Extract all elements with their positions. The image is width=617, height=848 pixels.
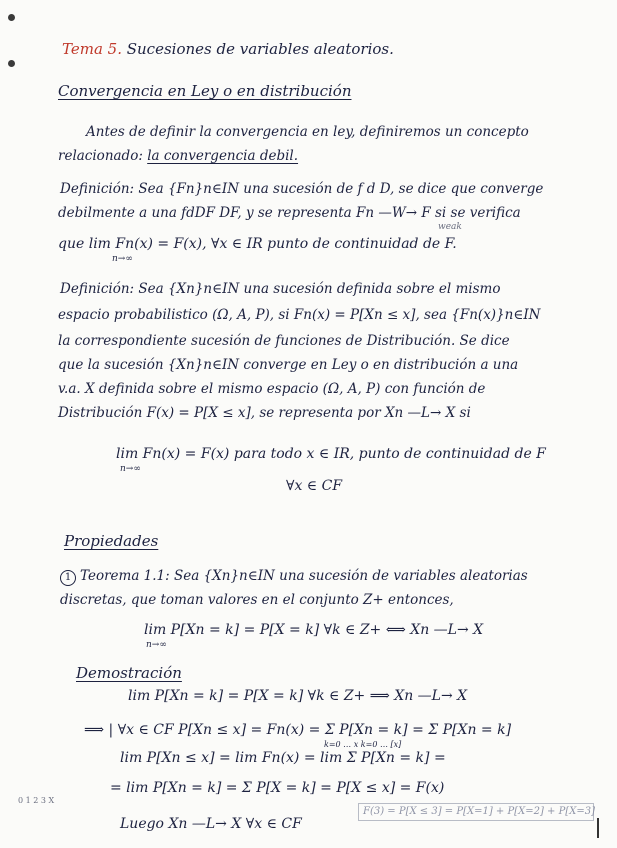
theorem-equation-sub: n→∞ [146, 640, 167, 650]
properties-heading: Propiedades [64, 532, 159, 550]
theorem-equation: lim P[Xn = k] = P[X = k] ∀k ∈ Z+ ⟺ Xn —L→ X [144, 622, 484, 638]
intro-prefix: relacionado: [58, 148, 143, 164]
def1-line-1: Definición: Sea {Fn}n∈IN una sucesión de f d D, se dice que converge [60, 181, 544, 197]
def2-line-6: Distribución F(x) = P[X ≤ x], se representa por Xn —L→ X si [58, 405, 471, 421]
proof-line-5: Luego Xn —L→ X ∀x ∈ CF [120, 816, 302, 832]
intro-line-1: Antes de definir la convergencia en ley, definiremos un concepto [86, 124, 529, 140]
def2-line-8: ∀x ∈ CF [286, 478, 343, 494]
theorem-number: 1 [60, 570, 76, 586]
proof-line-3: lim P[Xn ≤ x] = lim Fn(x) = lim Σ P[Xn = k] = [120, 750, 446, 766]
def1-line-2: debilmente a una fdDF DF, y se representa Fn —W→ F si se verifica [58, 205, 521, 221]
proof-line-4: = lim P[Xn = k] = Σ P[X = k] = P[X ≤ x] = F(x) [110, 780, 445, 796]
intro-line-2 [58, 148, 617, 164]
def2-line-7-sub: n→∞ [120, 464, 141, 474]
def2-line-5: v.a. X definida sobre el mismo espacio (Ω, A, P) con función de [58, 381, 486, 397]
section-heading: Convergencia en Ley o en distribución [58, 82, 352, 100]
page-corner-mark [597, 818, 613, 838]
page-title [62, 40, 617, 58]
pencil-axis-sketch: 0 1 2 3 X [18, 796, 55, 805]
def2-line-1: Definición: Sea {Xn}n∈IN una sucesión definida sobre el mismo [60, 281, 501, 297]
proof-line-2-limits: k=0 … x k=0 … [x] [324, 740, 402, 749]
title-label: Tema 5. [62, 40, 122, 58]
def1-line-3: que lim Fn(x) = F(x), ∀x ∈ IR punto de continuidad de F. [58, 236, 457, 252]
theorem-line-2: discretas, que toman valores en el conjunto Z+ entonces, [60, 592, 454, 608]
proof-line-1: lim P[Xn = k] = P[X = k] ∀k ∈ Z+ ⟹ Xn —L→ X [128, 688, 468, 704]
theorem-text-1: Teorema 1.1: Sea {Xn}n∈IN una sucesión de variables aleatorias [80, 568, 528, 584]
def2-line-2: espacio probabilistico (Ω, A, P), si Fn(x) = P[Xn ≤ x], sea {Fn(x)}n∈IN [58, 307, 541, 323]
def1-annotation: weak [438, 222, 462, 232]
def2-line-7: lim Fn(x) = F(x) para todo x ∈ IR, punto de continuidad de F [116, 446, 546, 462]
proof-heading: Demostración [76, 664, 182, 682]
title-text: Sucesiones de variables aleatorios. [126, 40, 394, 58]
proof-line-2: ⟹ | ∀x ∈ CF P[Xn ≤ x] = Fn(x) = Σ P[Xn = k] = Σ P[Xn = k] [84, 722, 512, 738]
def2-line-3: la correspondiente sucesión de funciones de Distribución. Se dice [58, 333, 510, 349]
pencil-boxed-equation: F(3) = P[X ≤ 3] = P[X=1] + P[X=2] + P[X=3] [358, 803, 594, 821]
def1-line-3-sub: n→∞ [112, 254, 133, 264]
intro-underlined: la convergencia debil. [147, 148, 299, 164]
def2-line-4: que la sucesión {Xn}n∈IN converge en Ley o en distribución a una [58, 357, 519, 373]
theorem-line-1 [60, 568, 617, 586]
